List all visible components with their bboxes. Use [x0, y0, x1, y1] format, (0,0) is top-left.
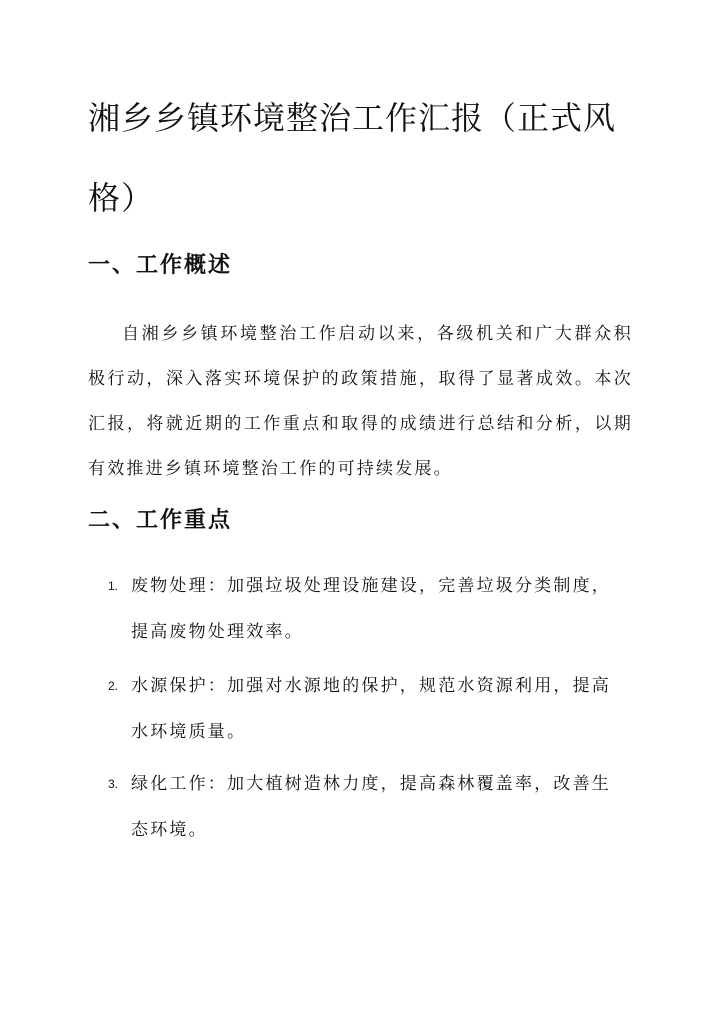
list-item-text: 水源保护：加强对水源地的保护，规范水资源利用，提高水环境质量。	[131, 676, 611, 742]
list-item-number: 2.	[108, 679, 119, 693]
overview-paragraph: 自湘乡乡镇环境整治工作启动以来，各级机关和广大群众积极行动，深入落实环境保护的政策措施，取得了显著成效。本次汇报，将就近期的工作重点和取得的成绩进行总结和分析，以期有效推进乡镇环境整治工作的可持续发展。	[88, 324, 633, 479]
document-title: 湘乡乡镇环境整治工作汇报（正式风格）	[88, 99, 617, 217]
section-heading-key-points: 二、工作重点	[88, 507, 233, 533]
list-item-text: 废物处理：加强垃圾处理设施建设，完善垃圾分类制度，提高废物处理效率。	[131, 576, 611, 642]
list-item-text: 绿化工作：加大植树造林力度，提高森林覆盖率，改善生态环境。	[131, 774, 611, 840]
list-item-number: 3.	[108, 777, 119, 791]
section-heading-overview: 一、工作概述	[88, 252, 233, 278]
list-item-number: 1.	[108, 579, 119, 593]
